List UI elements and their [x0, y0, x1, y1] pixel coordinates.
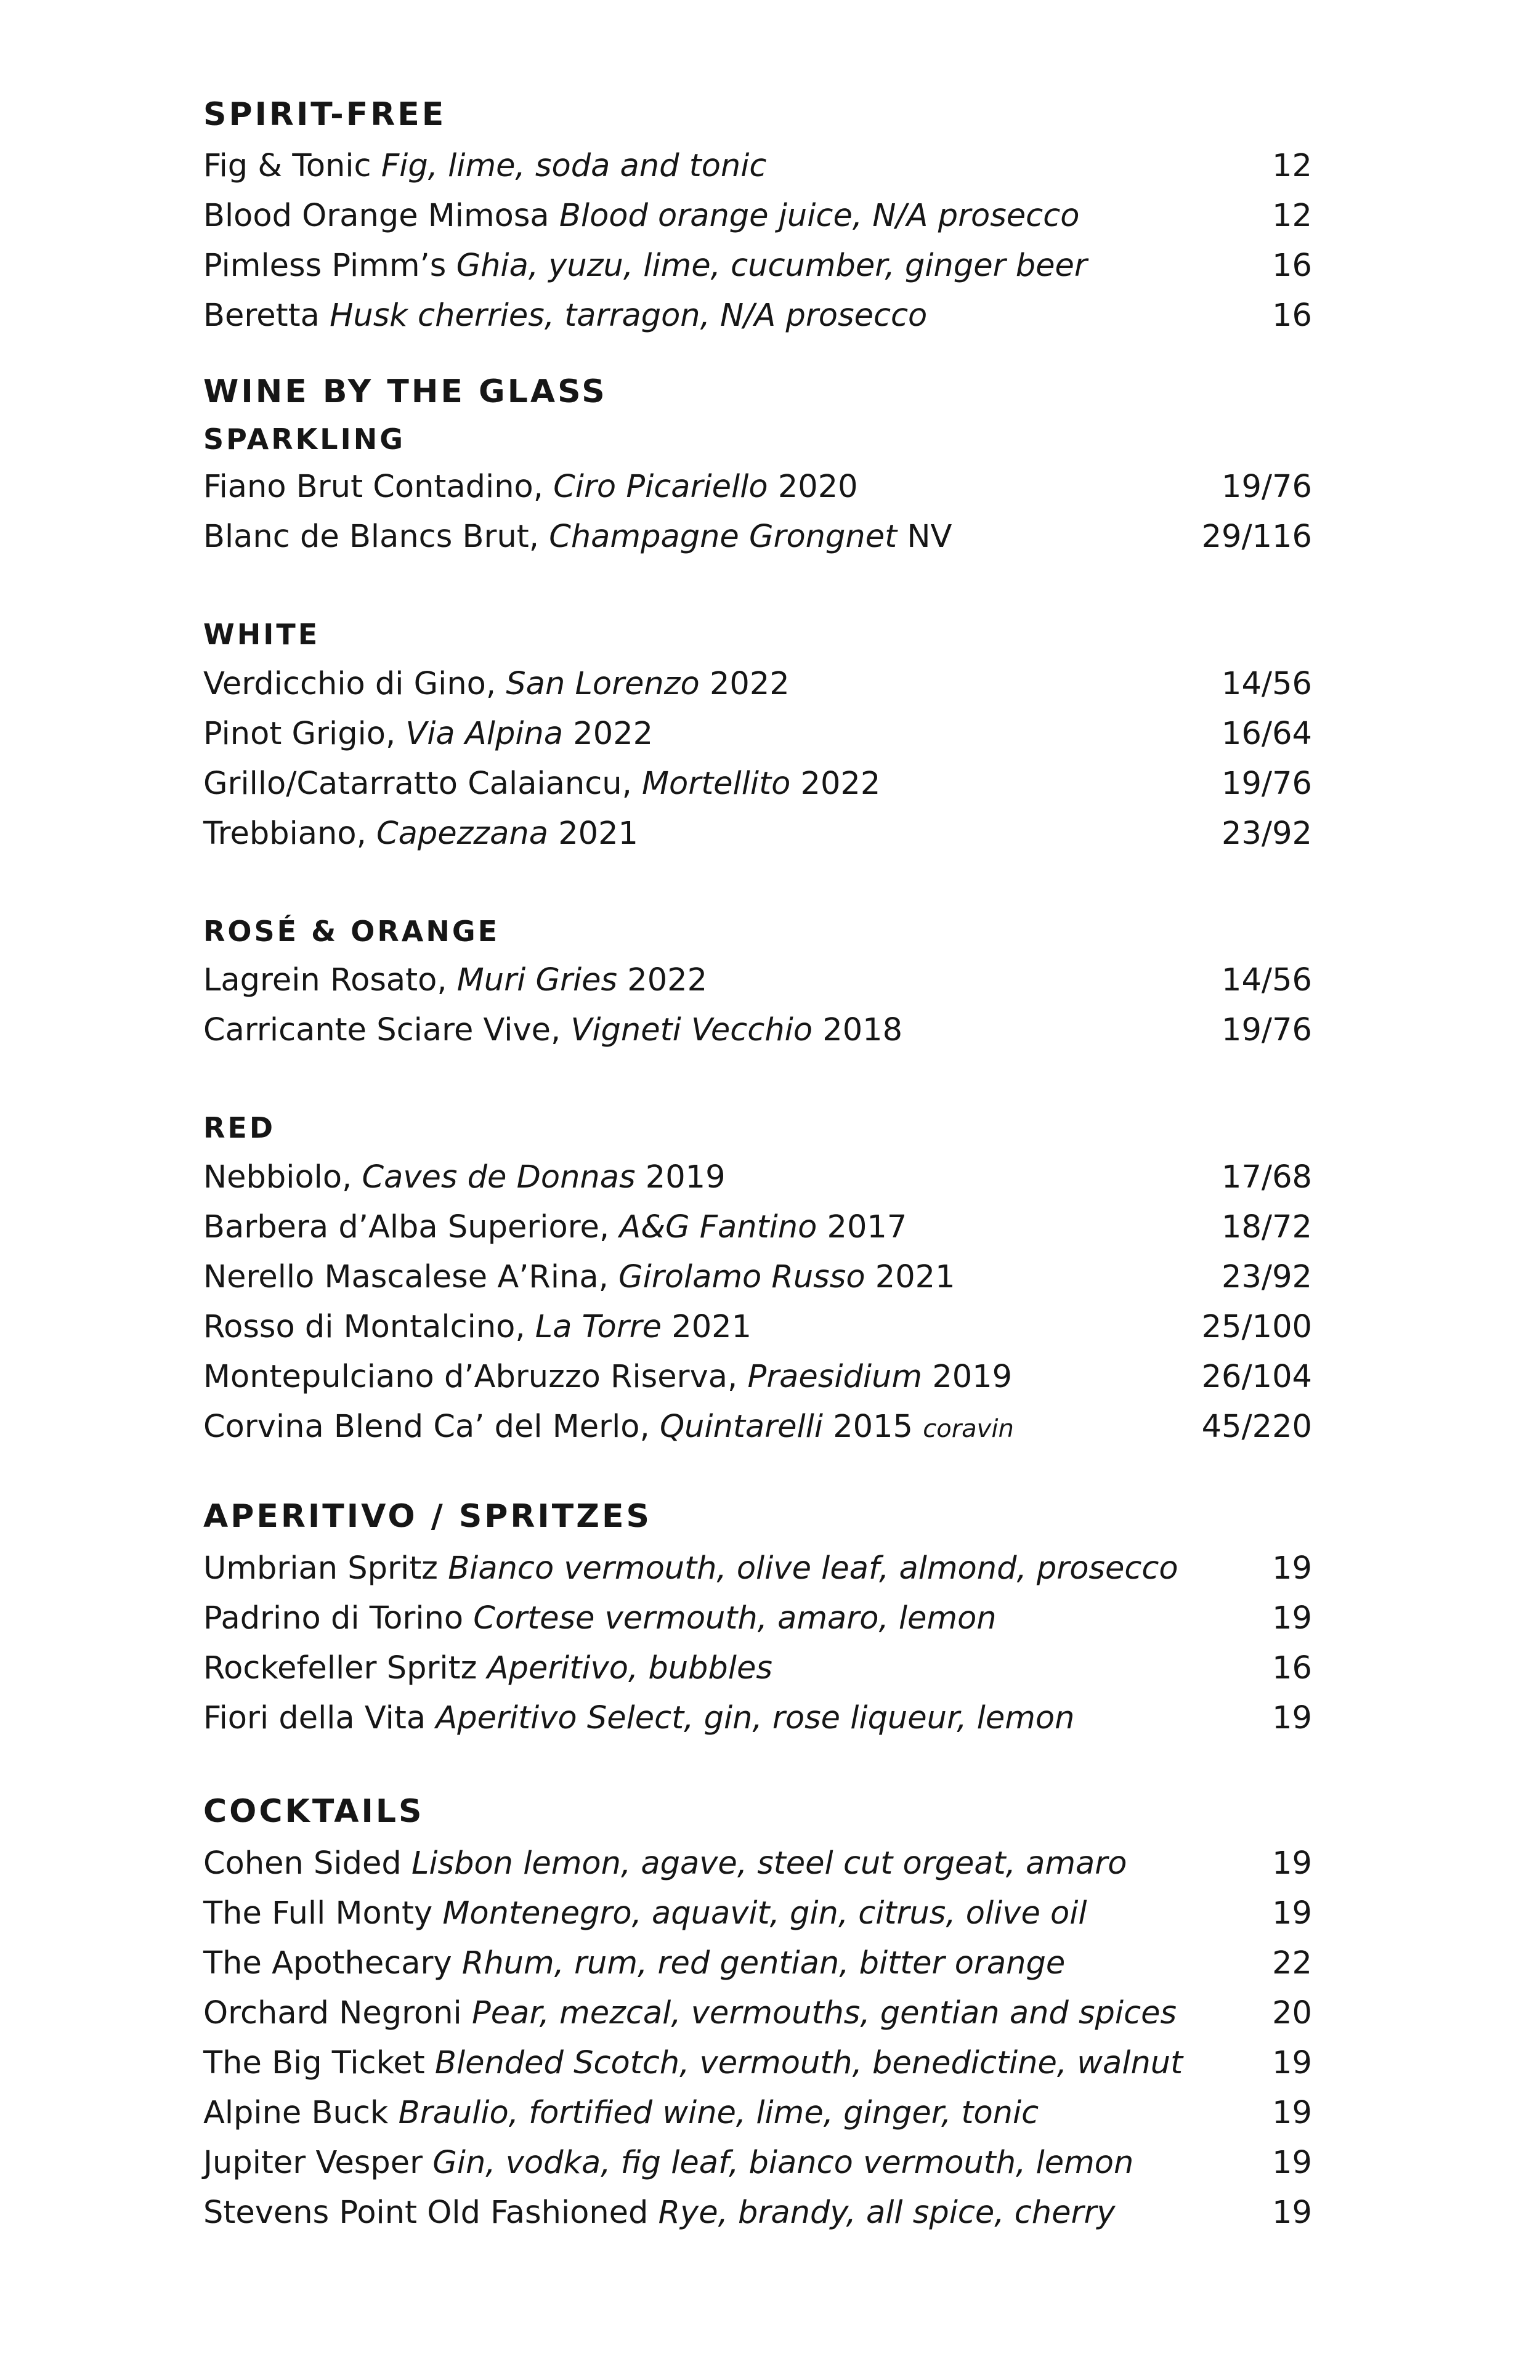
wine-vintage: NV	[907, 519, 952, 555]
item-description: Pear, mezcal, vermouths, gentian and spices	[471, 1995, 1177, 2031]
wine-producer: Via Alpina	[405, 716, 564, 752]
item-price: 16	[1272, 298, 1312, 334]
wine-item	[203, 762, 1312, 806]
wine-item	[203, 662, 1312, 706]
wine-producer: Girolamo Russo	[618, 1259, 865, 1295]
item-description: Husk cherries, tarragon, N/A prosecco	[330, 298, 928, 334]
item-description: Braulio, fortified wine, lime, ginger, tonic	[398, 2095, 1039, 2131]
drinks-menu	[203, 0, 1312, 2380]
wine-price: 14/56	[1222, 962, 1312, 998]
wine-price: 14/56	[1222, 666, 1312, 702]
wine-price: 45/220	[1201, 1409, 1312, 1445]
item-description: Blended Scotch, vermouth, benedictine, walnut	[434, 2045, 1183, 2081]
wine-item	[203, 812, 1312, 856]
menu-item	[203, 244, 1312, 288]
subsection-heading-sparkling: SPARKLING	[203, 423, 405, 456]
item-price: 19	[1272, 2095, 1312, 2131]
wine-vintage: 2019	[645, 1159, 726, 1196]
menu-item	[203, 2041, 1312, 2086]
item-price: 16	[1272, 248, 1312, 284]
item-name: Orchard Negroni	[203, 1995, 462, 2031]
wine-name: Trebbiano,	[203, 816, 367, 852]
menu-item	[203, 1696, 1312, 1741]
wine-item	[203, 712, 1312, 756]
wine-item	[203, 1205, 1312, 1250]
wine-price: 18/72	[1222, 1209, 1312, 1245]
wine-name: Verdicchio di Gino,	[203, 666, 496, 702]
item-name: Pimless Pimm’s	[203, 248, 447, 284]
wine-vintage: 2022	[573, 716, 654, 752]
item-name: Umbrian Spritz	[203, 1550, 438, 1587]
wine-item	[203, 1255, 1312, 1300]
wine-name: Fiano Brut Contadino,	[203, 469, 543, 505]
wine-price: 19/76	[1222, 1012, 1312, 1048]
menu-item	[203, 1842, 1312, 1886]
wine-vintage: 2019	[932, 1359, 1013, 1395]
menu-item	[203, 294, 1312, 338]
item-price: 19	[1272, 2145, 1312, 2181]
wine-item	[203, 1008, 1312, 1053]
wine-name: Barbera d’Alba Superiore,	[203, 1209, 610, 1245]
wine-vintage: 2020	[777, 469, 858, 505]
menu-item	[203, 1941, 1312, 1986]
section-heading-wine-by-the-glass: WINE BY THE GLASS	[203, 373, 607, 410]
item-name: Jupiter Vesper	[203, 2145, 423, 2181]
menu-item	[203, 1646, 1312, 1691]
item-price: 19	[1272, 1700, 1312, 1736]
wine-price: 25/100	[1201, 1309, 1312, 1345]
wine-producer: Muri Gries	[456, 962, 618, 998]
wine-vintage: 2021	[558, 816, 639, 852]
wine-vintage: 2015	[833, 1409, 914, 1445]
wine-producer: Caves de Donnas	[362, 1159, 636, 1196]
item-description: Bianco vermouth, olive leaf, almond, prosecco	[448, 1550, 1178, 1587]
item-description: Fig, lime, soda and tonic	[381, 148, 767, 184]
item-price: 19	[1272, 2195, 1312, 2231]
item-description: Aperitivo Select, gin, rose liqueur, lemon	[436, 1700, 1075, 1736]
wine-vintage: 2021	[671, 1309, 752, 1345]
item-description: Blood orange juice, N/A prosecco	[559, 198, 1080, 234]
item-price: 19	[1272, 1845, 1312, 1882]
wine-price: 17/68	[1222, 1159, 1312, 1196]
item-description: Montenegro, aquavit, gin, citrus, olive oil	[442, 1895, 1087, 1932]
item-name: Fig & Tonic	[203, 148, 371, 184]
wine-item	[203, 515, 1312, 559]
item-name: Cohen Sided	[203, 1845, 402, 1882]
menu-item	[203, 1892, 1312, 1936]
item-description: Rye, brandy, all spice, cherry	[658, 2195, 1116, 2231]
item-name: The Big Ticket	[203, 2045, 425, 2081]
item-price: 19	[1272, 1550, 1312, 1587]
menu-item	[203, 2191, 1312, 2235]
item-name: Alpine Buck	[203, 2095, 389, 2131]
wine-name: Rosso di Montalcino,	[203, 1309, 525, 1345]
item-description: Rhum, rum, red gentian, bitter orange	[461, 1945, 1066, 1981]
item-price: 16	[1272, 1650, 1312, 1686]
item-name: Blood Orange Mimosa	[203, 198, 549, 234]
item-name: Fiori della Vita	[203, 1700, 426, 1736]
wine-name: Grillo/Catarratto Calaiancu,	[203, 766, 632, 802]
wine-vintage: 2022	[709, 666, 790, 702]
wine-name: Montepulciano d’Abruzzo Riserva,	[203, 1359, 738, 1395]
menu-item	[203, 2141, 1312, 2185]
wine-price: 19/76	[1222, 766, 1312, 802]
item-price: 19	[1272, 2045, 1312, 2081]
wine-name: Nerello Mascalese A’Rina,	[203, 1259, 609, 1295]
item-description: Aperitivo, bubbles	[487, 1650, 772, 1686]
wine-price: 26/104	[1201, 1359, 1312, 1395]
item-description: Lisbon lemon, agave, steel cut orgeat, amaro	[411, 1845, 1127, 1882]
wine-name: Carricante Sciare Vive,	[203, 1012, 561, 1048]
wine-item	[203, 1305, 1312, 1350]
wine-producer: San Lorenzo	[506, 666, 700, 702]
subsection-heading-red: RED	[203, 1111, 276, 1144]
wine-producer: Quintarelli	[659, 1409, 823, 1445]
menu-item	[203, 1597, 1312, 1641]
wine-vintage: 2017	[827, 1209, 907, 1245]
wine-name: Lagrein Rosato,	[203, 962, 447, 998]
wine-name: Corvina Blend Ca’ del Merlo,	[203, 1409, 650, 1445]
wine-producer: Capezzana	[376, 816, 548, 852]
wine-vintage: 2022	[800, 766, 881, 802]
wine-producer: La Torre	[535, 1309, 662, 1345]
wine-producer: Mortellito	[642, 766, 791, 802]
wine-price: 16/64	[1222, 716, 1312, 752]
wine-price: 23/92	[1222, 816, 1312, 852]
menu-item	[203, 2091, 1312, 2135]
wine-price: 29/116	[1201, 519, 1312, 555]
wine-producer: Champagne Grongnet	[549, 519, 898, 555]
section-heading-cocktails: COCKTAILS	[203, 1793, 424, 1830]
wine-producer: A&G Fantino	[619, 1209, 817, 1245]
wine-name: Blanc de Blancs Brut,	[203, 519, 539, 555]
subsection-heading-rose-orange: ROSÉ & ORANGE	[203, 915, 500, 948]
wine-item	[203, 1156, 1312, 1200]
wine-name: Nebbiolo,	[203, 1159, 352, 1196]
item-price: 19	[1272, 1600, 1312, 1637]
wine-item	[203, 465, 1312, 509]
item-price: 20	[1272, 1995, 1312, 2031]
item-description: Ghia, yuzu, lime, cucumber, ginger beer	[456, 248, 1087, 284]
wine-vintage: 2021	[875, 1259, 955, 1295]
item-name: Beretta	[203, 298, 320, 334]
wine-price: 23/92	[1222, 1259, 1312, 1295]
section-heading-spirit-free: SPIRIT-FREE	[203, 96, 447, 133]
item-price: 22	[1272, 1945, 1312, 1981]
wine-item	[203, 1355, 1312, 1399]
wine-price: 19/76	[1222, 469, 1312, 505]
item-price: 12	[1272, 198, 1312, 234]
subsection-heading-white: WHITE	[203, 618, 320, 651]
wine-vintage: 2018	[822, 1012, 903, 1048]
wine-producer: Vigneti Vecchio	[570, 1012, 813, 1048]
item-description: Cortese vermouth, amaro, lemon	[473, 1600, 997, 1637]
wine-producer: Ciro Picariello	[553, 469, 768, 505]
wine-item	[203, 958, 1312, 1003]
menu-item	[203, 1991, 1312, 2036]
wine-name: Pinot Grigio,	[203, 716, 396, 752]
item-name: The Apothecary	[203, 1945, 452, 1981]
item-name: Padrino di Torino	[203, 1600, 464, 1637]
item-price: 19	[1272, 1895, 1312, 1932]
menu-item	[203, 144, 1312, 188]
wine-service-note: coravin	[923, 1415, 1014, 1443]
menu-item	[203, 194, 1312, 238]
wine-item	[203, 1405, 1312, 1449]
item-name: Stevens Point Old Fashioned	[203, 2195, 649, 2231]
item-price: 12	[1272, 148, 1312, 184]
item-name: Rockefeller Spritz	[203, 1650, 477, 1686]
item-description: Gin, vodka, fig leaf, bianco vermouth, lemon	[432, 2145, 1134, 2181]
wine-producer: Praesidium	[747, 1359, 923, 1395]
wine-vintage: 2022	[627, 962, 708, 998]
item-name: The Full Monty	[203, 1895, 433, 1932]
section-heading-aperitivo-spritzes: APERITIVO / SPRITZES	[203, 1498, 652, 1535]
menu-item	[203, 1547, 1312, 1591]
